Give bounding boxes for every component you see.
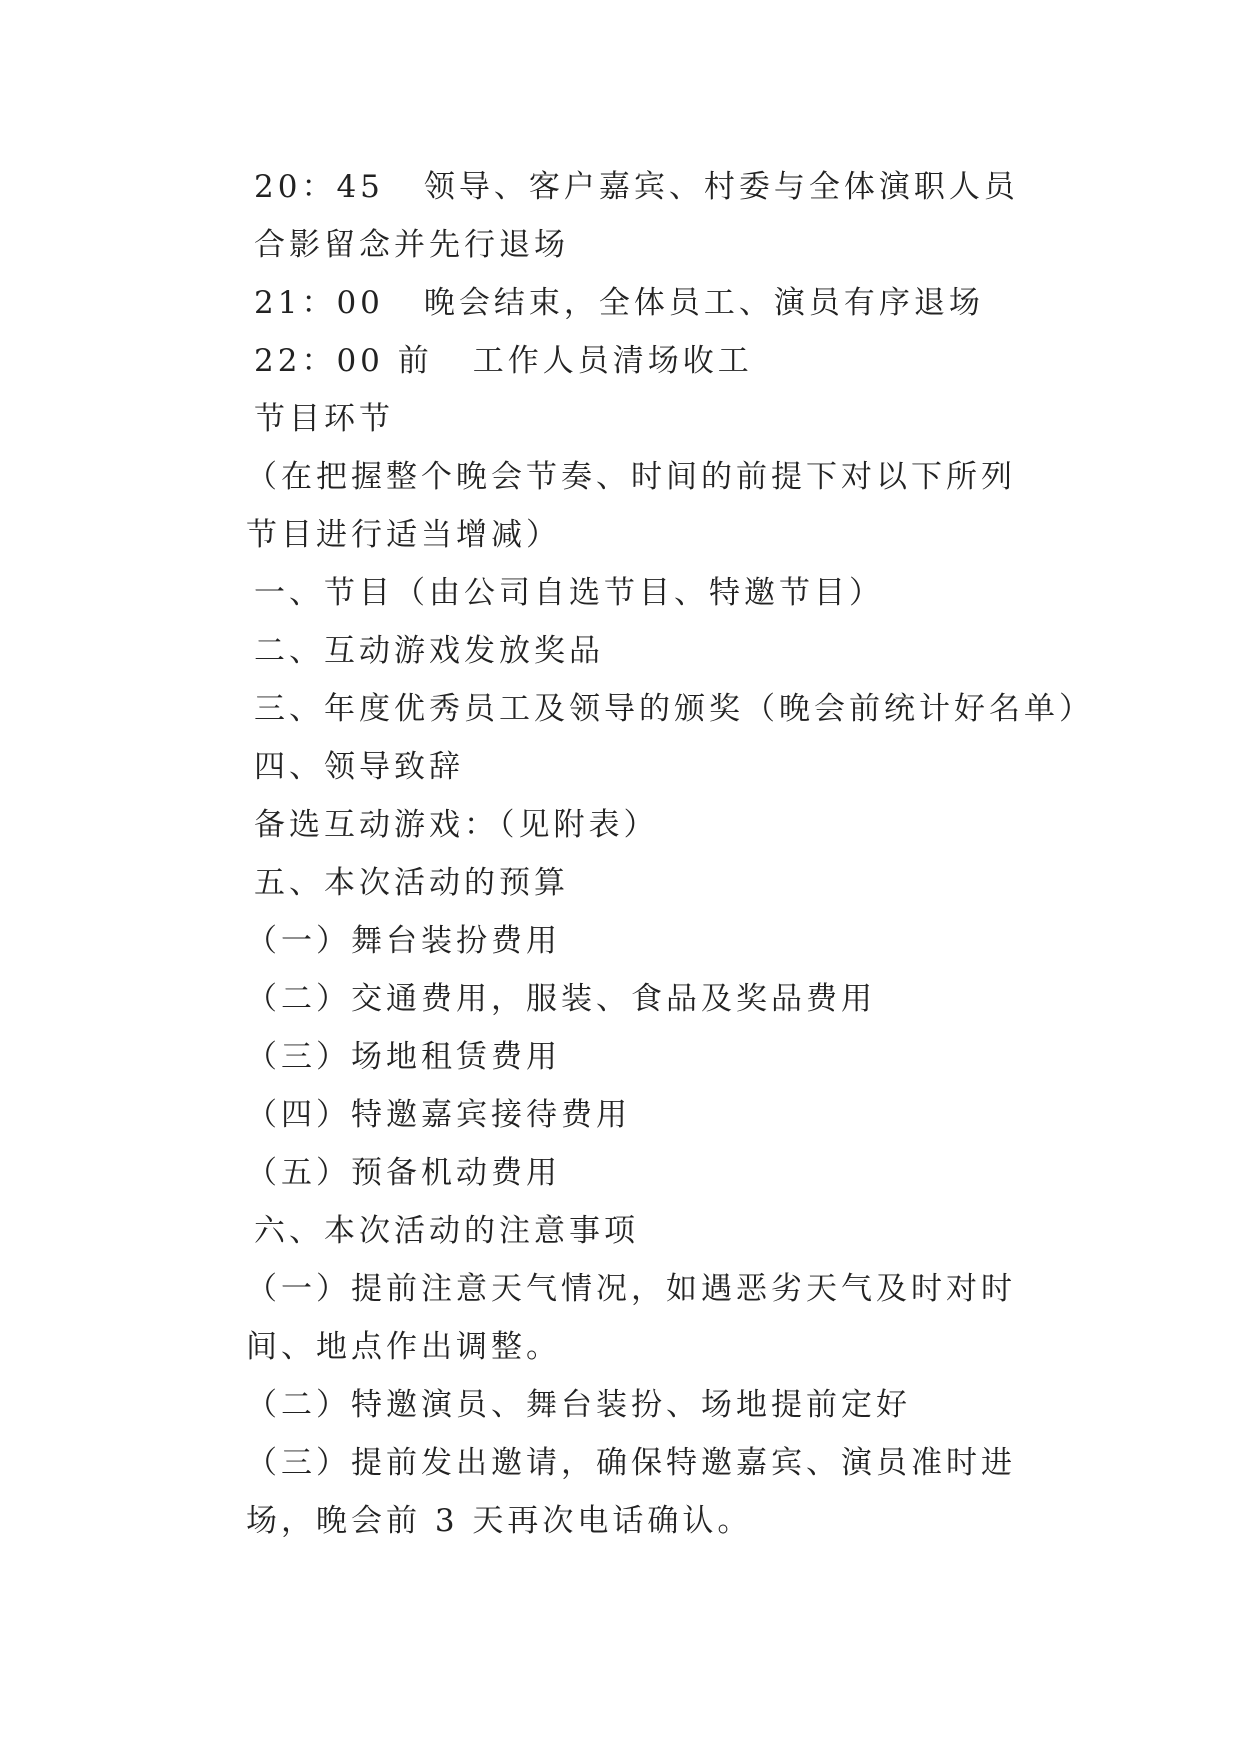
schedule-text: 领导、客户嘉宾、村委与全体演职人员合影留念并先行退场: [254, 169, 1019, 263]
schedule-text: 工作人员清场收工: [472, 343, 753, 379]
document-body: [190, 158, 1094, 1550]
program-item: 三、年度优秀员工及领导的颁奖（晚会前统计好名单）: [254, 691, 1094, 727]
program-item: 四、领导致辞: [254, 749, 464, 785]
notes-item: （三）提前发出邀请，确保特邀嘉宾、演员准时进场，晚会前 3 天再次电话确认。: [246, 1445, 1016, 1539]
program-heading: 节目环节: [254, 401, 394, 437]
budget-item: （一）舞台装扮费用: [246, 923, 561, 959]
program-item: 备选互动游戏：（见附表）: [254, 807, 659, 843]
notes-item: （一）提前注意天气情况，如遇恶劣天气及时对时间、地点作出调整。: [246, 1271, 1016, 1365]
schedule-line: [190, 158, 1050, 274]
schedule-time: 22：00 前: [254, 343, 433, 379]
program-item: 二、互动游戏发放奖品: [254, 633, 604, 669]
program-item: 一、节目（由公司自选节目、特邀节目）: [254, 575, 884, 611]
schedule-time: 21：00: [254, 285, 384, 321]
budget-item: （二）交通费用，服装、食品及奖品费用: [246, 981, 876, 1017]
budget-item: （四）特邀嘉宾接待费用: [246, 1097, 631, 1133]
notes-item: （二）特邀演员、舞台装扮、场地提前定好: [246, 1387, 911, 1423]
schedule-line: [190, 274, 1050, 332]
schedule-text: 晚会结束，全体员工、演员有序退场: [423, 285, 984, 321]
schedule-time: 20：45: [254, 169, 384, 205]
budget-item: （三）场地租赁费用: [246, 1039, 561, 1075]
program-note: （在把握整个晚会节奏、时间的前提下对以下所列节目进行适当增减）: [246, 459, 1016, 553]
schedule-line: [190, 332, 1050, 390]
budget-item: （五）预备机动费用: [246, 1155, 561, 1191]
notes-heading: 六、本次活动的注意事项: [254, 1213, 639, 1249]
budget-heading: 五、本次活动的预算: [254, 865, 569, 901]
